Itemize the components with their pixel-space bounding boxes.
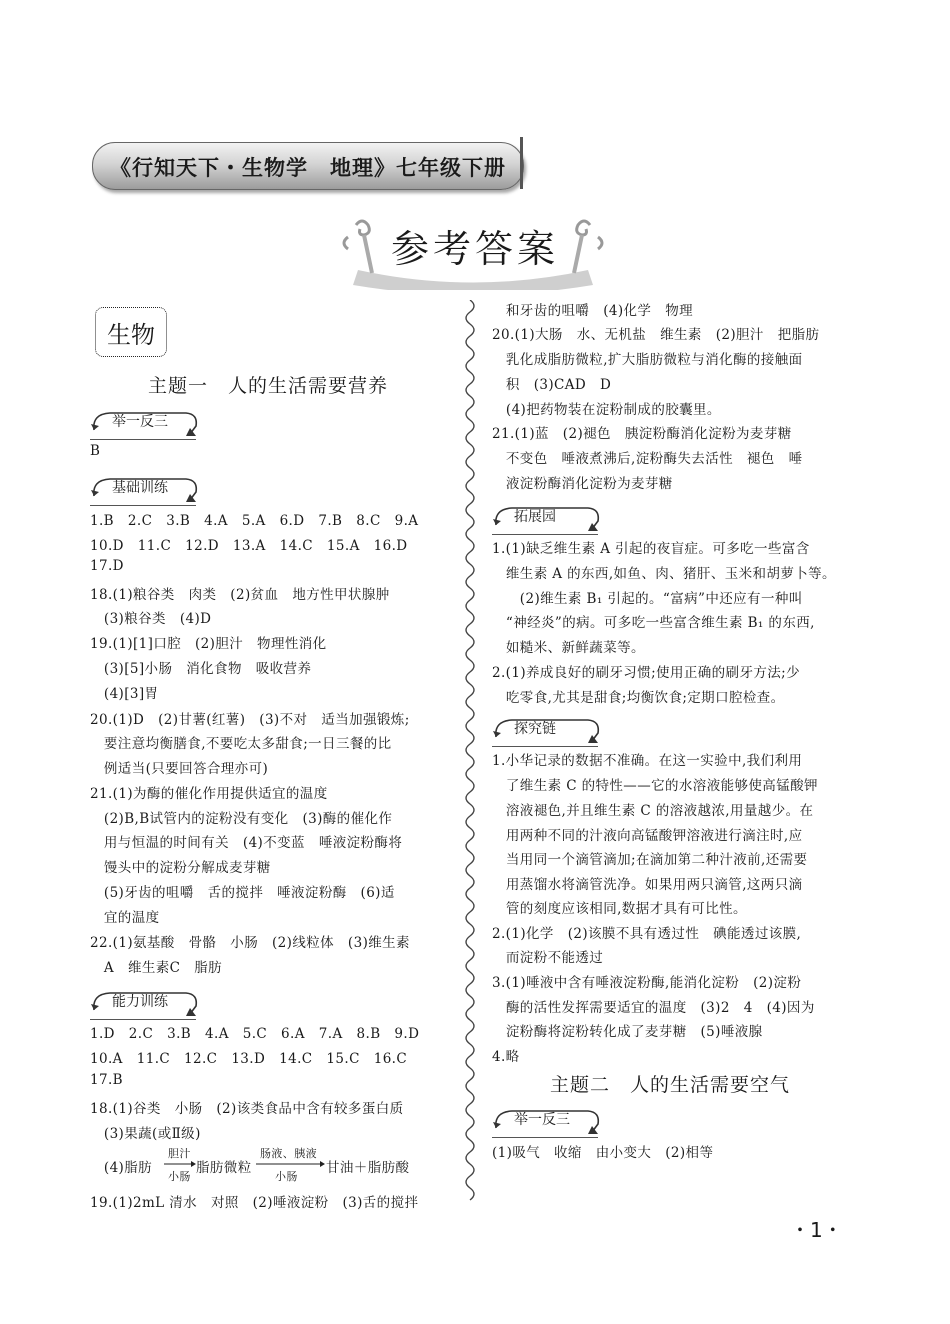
answer-line: 乳化成脂肪微粒,扩大脂肪微粒与消化酶的接触面 — [492, 352, 803, 368]
book-title-banner — [92, 142, 524, 190]
answer-line: 积 (3)CAD D — [492, 377, 612, 393]
answer-line: 1.小华记录的数据不准确。在这一实验中,我们利用 — [492, 753, 803, 769]
answer-line: 20.(1)大肠 水、无机盐 维生素 (2)胆汁 把脂肪 — [492, 327, 820, 343]
answer-line: (2)维生素 B₁ 引起的。“富病”中还应有一种叫 — [492, 591, 803, 607]
page-number: ・1・ — [790, 1218, 843, 1242]
answer-line: 1.(1)缺乏维生素 A 引起的夜盲症。可多吃一些富含 — [492, 541, 810, 557]
arrow-right-icon — [164, 1160, 196, 1168]
tag-jcxl — [90, 474, 200, 504]
tag-label: 拓展园 — [514, 509, 556, 525]
answer-line: 10.A 11.C 12.C 13.D 14.C 15.C 16.C — [90, 1051, 408, 1067]
answer-line: 19.(1)2mL 清水 对照 (2)唾液淀粉 (3)舌的搅拌 — [90, 1195, 419, 1211]
answer-line: 18.(1)粮谷类 肉类 (2)贫血 地方性甲状腺肿 — [90, 587, 390, 603]
answer-line: 用蒸馏水将滴管洗净。如果用两只滴管,这两只滴 — [492, 877, 803, 893]
tag-tzy — [492, 503, 602, 533]
answer-line: (1)吸气 收缩 由小变大 (2)相等 — [492, 1145, 714, 1161]
answer-line: 用两种不同的汁液向高锰酸钾溶液进行滴注时,应 — [492, 828, 803, 844]
tag-tjl — [492, 715, 602, 745]
answer-line: 3.(1)唾液中含有唾液淀粉酶,能消化淀粉 (2)淀粉 — [492, 975, 802, 991]
answer-line: 20.(1)D (2)甘薯(红薯) (3)不对 适当加强锻炼; — [90, 712, 410, 728]
answer-line: 和牙齿的咀嚼 (4)化学 物理 — [492, 303, 694, 319]
tag-label: 基础训练 — [112, 480, 168, 496]
answer-line: A 维生素C 脂肪 — [90, 960, 223, 976]
answer-line: 要注意均衡膳食,不要吃太多甜食;一日三餐的比 — [90, 736, 392, 752]
section-label-box — [95, 307, 167, 357]
answer-line: 例适当(只要回答合理亦可) — [90, 761, 269, 777]
answer-line: 1.D 2.C 3.B 4.A 5.C 6.A 7.A 8.B 9.D — [90, 1026, 420, 1042]
answer-line: 液淀粉酶消化淀粉为麦芽糖 — [492, 476, 673, 492]
arrow-label: 小肠 — [275, 1170, 298, 1183]
section-label: 生物 — [107, 321, 155, 349]
tag-label: 探究链 — [514, 721, 556, 737]
answer-line: (2)B,B试管内的淀粉没有变化 (3)酶的催化作 — [90, 811, 393, 827]
formula-suffix: 甘油＋脂肪酸 — [326, 1160, 410, 1176]
answer-line: 2.(1)养成良好的刷牙习惯;使用正确的刷牙方法;少 — [492, 665, 800, 681]
answer-line: 2.(1)化学 (2)该膜不具有透过性 碘能透过该膜, — [492, 926, 802, 942]
arrow-right-icon — [256, 1160, 326, 1168]
answer-line: 酶的活性发挥需要适宜的温度 (3)2 4 (4)因为 — [492, 1000, 815, 1016]
tag-label: 能力训练 — [112, 994, 168, 1010]
answer-line: 17.B — [90, 1072, 123, 1088]
arrow-label: 小肠 — [168, 1170, 191, 1183]
tag-underline — [90, 439, 196, 440]
answer-line: (5)牙齿的咀嚼 舌的搅拌 唾液淀粉酶 (6)适 — [90, 885, 395, 901]
answer-line: 4.略 — [492, 1049, 520, 1065]
answer-line: 1.B 2.C 3.B 4.A 5.A 6.D 7.B 8.C 9.A — [90, 513, 419, 529]
tag-underline — [492, 746, 598, 747]
formula-prefix: (4)脂肪 — [90, 1160, 153, 1176]
answer-line: 21.(1)蓝 (2)褪色 胰淀粉酶消化淀粉为麦芽糖 — [492, 426, 792, 442]
answer-line: 不变色 唾液煮沸后,淀粉酶失去活性 褪色 唾 — [492, 451, 803, 467]
column-divider — [458, 300, 482, 1205]
answer-line: (4)把药物装在淀粉制成的胶囊里。 — [492, 402, 721, 418]
answer-line: (3)[5]小肠 消化食物 吸收营养 — [90, 661, 312, 677]
answer-line: 如糙米、新鲜蔬菜等。 — [492, 640, 645, 656]
answer-line: (3)粮谷类 (4)D — [90, 611, 212, 627]
arrow-label: 肠液、胰液 — [260, 1147, 317, 1160]
answer-line: 管的刻度应该相同,数据才具有可比性。 — [492, 901, 747, 917]
answer-line: 17.D — [90, 558, 124, 574]
answer-line: 22.(1)氨基酸 骨骼 小肠 (2)线粒体 (3)维生素 — [90, 935, 410, 951]
tag-nlxl — [90, 988, 200, 1018]
answer-line: 19.(1)[1]口腔 (2)胆汁 物理性消化 — [90, 636, 327, 652]
answer-line: 10.D 11.C 12.D 13.A 14.C 15.A 16.D — [90, 538, 408, 554]
tag-underline — [90, 1019, 196, 1020]
answer-line: B — [90, 443, 101, 459]
tag-jyfs-2 — [492, 1106, 602, 1136]
tag-label: 举一反三 — [514, 1112, 570, 1128]
theme-heading: 主题一 人的生活需要营养 — [148, 375, 389, 397]
answer-line: 宜的温度 — [90, 910, 160, 926]
answer-line: 用与恒温的时间有关 (4)不变蓝 唾液淀粉酶将 — [90, 835, 403, 851]
formula-middle: 脂肪微粒 — [196, 1160, 252, 1176]
answer-line: 当用同一个滴管滴加;在滴加第二种汁液前,还需要 — [492, 852, 808, 868]
answer-line: 吃零食,尤其是甜食;均衡饮食;定期口腔检查。 — [492, 690, 785, 706]
tag-underline — [90, 505, 196, 506]
arrow-label: 胆汁 — [168, 1147, 191, 1160]
answer-line: 了维生素 C 的特性——它的水溶液能够使高锰酸钾 — [492, 778, 818, 794]
tag-underline — [492, 534, 598, 535]
answer-line: 馒头中的淀粉分解成麦芽糖 — [90, 860, 271, 876]
page-title: 参考答案 — [390, 227, 559, 271]
answer-line: (3)果蔬(或Ⅱ级) — [90, 1126, 201, 1142]
answer-line: “神经炎”的病。可多吃一些富含维生素 B₁ 的东西, — [492, 615, 815, 631]
tag-jyfs — [90, 408, 200, 438]
book-title: 《行知天下・生物学 地理》七年级下册 — [110, 155, 506, 180]
tag-underline — [492, 1137, 598, 1138]
theme-heading: 主题二 人的生活需要空气 — [550, 1074, 791, 1096]
answer-line: (4)[3]胃 — [90, 686, 159, 702]
answer-line: 溶液褪色,并且维生素 C 的溶液越浓,用量越少。在 — [492, 803, 814, 819]
answer-line: 18.(1)谷类 小肠 (2)该类食品中含有较多蛋白质 — [90, 1101, 404, 1117]
answer-line: 而淀粉不能透过 — [492, 950, 604, 966]
banner-divider — [520, 137, 523, 189]
answer-line: 21.(1)为酶的催化作用提供适宜的温度 — [90, 786, 328, 802]
tag-label: 举一反三 — [112, 414, 168, 430]
answer-line: 维生素 A 的东西,如鱼、肉、猪肝、玉米和胡萝卜等。 — [492, 566, 836, 582]
answer-line: 淀粉酶将淀粉转化成了麦芽糖 (5)唾液腺 — [492, 1024, 763, 1040]
